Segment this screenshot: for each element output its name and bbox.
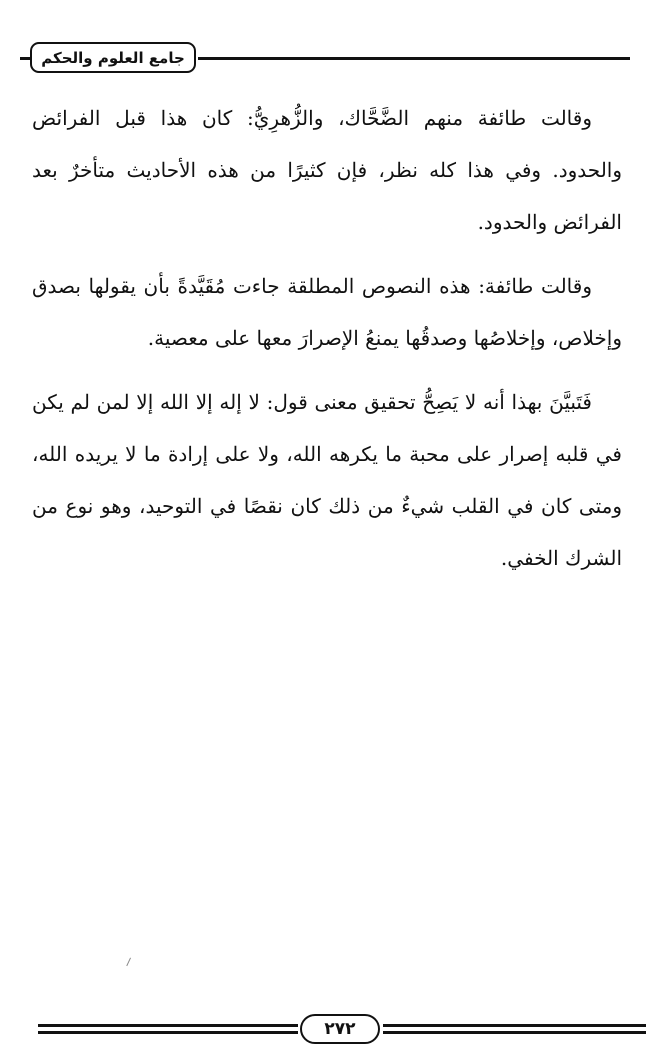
footer-rule-right-upper: [383, 1024, 646, 1027]
book-title: جامع العلوم والحكم: [41, 48, 185, 67]
footer-rule-left-lower: [38, 1031, 298, 1034]
page-number-frame: [300, 1014, 380, 1044]
footer-rule-left-upper: [38, 1024, 298, 1027]
footer-rule-right-lower: [383, 1031, 646, 1034]
page-body: [32, 92, 622, 596]
header-title-frame: [30, 42, 196, 73]
header-rule-left: [20, 57, 30, 60]
running-header: [20, 40, 630, 80]
page-number: ٢٧٢: [324, 1019, 356, 1039]
print-speck: [126, 958, 133, 968]
header-rule-right: [198, 57, 630, 60]
paragraph-2: وقالت طائفة: هذه النصوص المطلقة جاءت مُقَيَّدةً بأن يقولها بصدق وإخلاص، وإخلاصُها وصدقُها يمنعُ الإصرارَ معها على معصية.: [32, 274, 622, 350]
paragraph-3: فَتَبيَّنَ بهذا أنه لا يَصِحُّ تحقيق معنى قول: لا إله إلا الله إلا لمن لم يكن في قلبه إصرار على محبة ما يكرهه الله، ولا على إرادة ما لا يريده الله، ومتى كان في القلب شيءٌ من ذلك كان نقصًا في التوحيد، وهو نوع من الشرك الخفي.: [32, 390, 622, 570]
paragraph-1: وقالت طائفة منهم الضَّحَّاك، والزُّهرِيُّ: كان هذا قبل الفرائض والحدود. وفي هذا كله نظر، فإن كثيرًا من هذه الأحاديث متأخرٌ بعد الفرائض والحدود.: [32, 106, 622, 234]
page-footer: [38, 1011, 646, 1051]
